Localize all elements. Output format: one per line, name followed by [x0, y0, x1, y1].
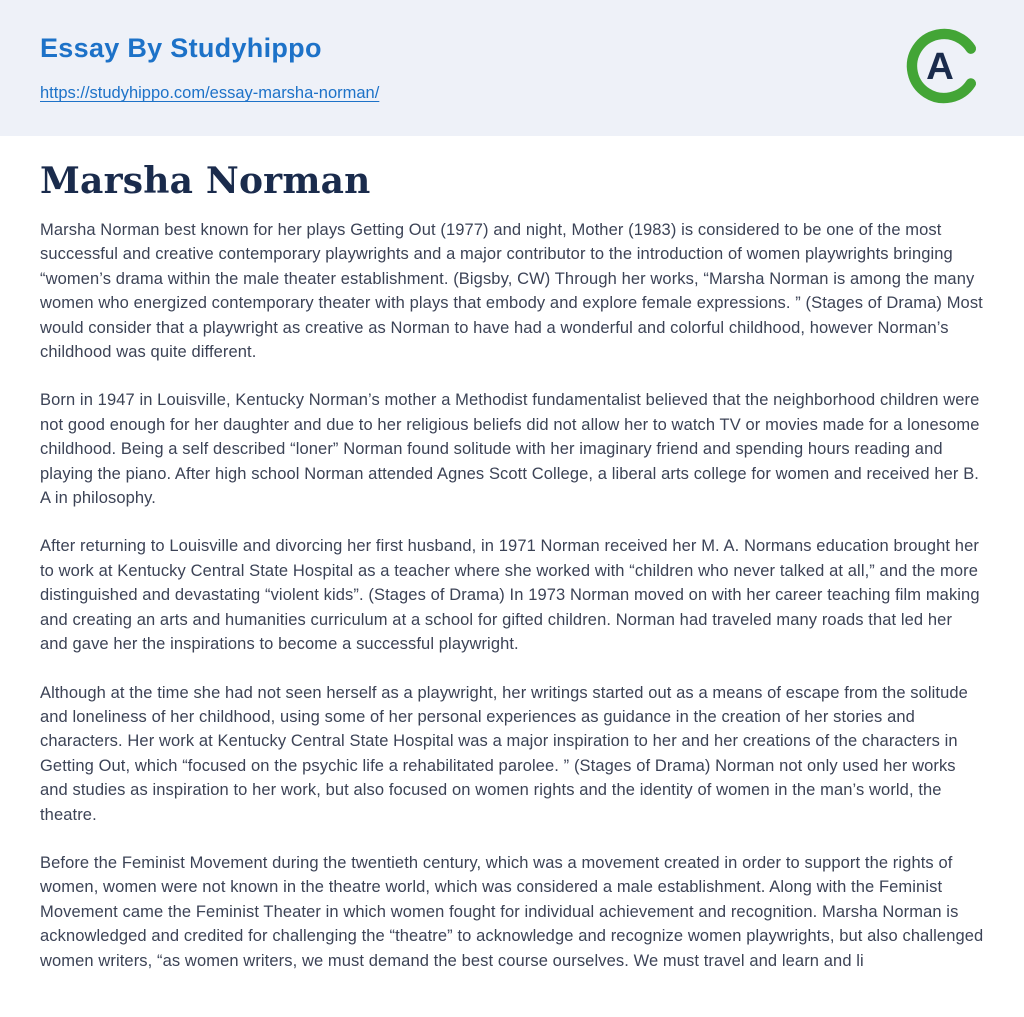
source-url-link[interactable]: https://studyhippo.com/essay-marsha-norman/	[40, 84, 380, 102]
page-header	[0, 0, 1024, 136]
site-title: Essay By Studyhippo	[40, 33, 322, 63]
logo-letter: A	[926, 44, 954, 88]
header-text	[40, 29, 379, 103]
essay-paragraph-1: Marsha Norman best known for her plays Getting Out (1977) and night, Mother (1983) is considered to be one of the most successful and creative contemporary playwrights and a major contributor to the introduction of women playwrights bringing “women’s drama within the male theater establishment. (Bigsby, CW) Through her works, “Marsha Norman is among the many women who energized contemporary theater with plays that embody and explore female expressions. ” (Stages of Drama) Most would consider that a playwright as creative as Norman to have had a wonderful and colorful childhood, however Norman’s childhood was quite different.	[40, 221, 983, 362]
essay-body	[40, 218, 984, 973]
studyhippo-logo-icon	[904, 26, 984, 106]
essay-paragraph-2: Born in 1947 in Louisville, Kentucky Norman’s mother a Methodist fundamentalist believed that the neighborhood children were not good enough for her daughter and due to her religious beliefs did not allow her to watch TV or movies made for a lonesome childhood. Being a self described “loner” Norman found solitude with her imaginary friend and spending hours reading and playing the piano. After high school Norman attended Agnes Scott College, a liberal arts college for women and received her B. A in philosophy.	[40, 391, 980, 508]
page-title: Marsha Norman	[40, 160, 371, 202]
essay-paragraph-5: Before the Feminist Movement during the twentieth century, which was a movement created in order to support the rights of women, women were not known in the theatre world, which was considered a male establishment. Along with the Feminist Movement came the Feminist Theater in which women fought for individual achievement and recognition. Marsha Norman is acknowledged and credited for challenging the “theatre” to acknowledge and recognize women playwrights, but also challenged women writers, “as women writers, we must demand the best course ourselves. We must travel and learn and li	[40, 853, 984, 970]
essay-paragraph-4: Although at the time she had not seen herself as a playwright, her writings started out as a means of escape from the solitude and loneliness of her childhood, using some of her personal experiences as guidance in the creation of her stories and characters. Her work at Kentucky Central State Hospital was a major inspiration to her and her creations of the characters in Getting Out, which “focused on the psychic life a rehabilitated parolee. ” (Stages of Drama) Norman not only used her works and studies as inspiration to her work, but also focused on women rights and the identity of women in the man’s world, the theatre.	[40, 683, 968, 824]
essay-paragraph-3: After returning to Louisville and divorcing her first husband, in 1971 Norman received her M. A. Normans education brought her to work at Kentucky Central State Hospital as a teacher where she worked with “children who never talked at all,” and the more distinguished and devastating “violent kids”. (Stages of Drama) In 1973 Norman moved on with her career teaching film making and creating an arts and humanities curriculum at a school for gifted children. Norman had traveled many roads that led her and gave her the inspirations to become a successful playwright.	[40, 537, 980, 654]
essay-page	[0, 160, 1024, 1017]
